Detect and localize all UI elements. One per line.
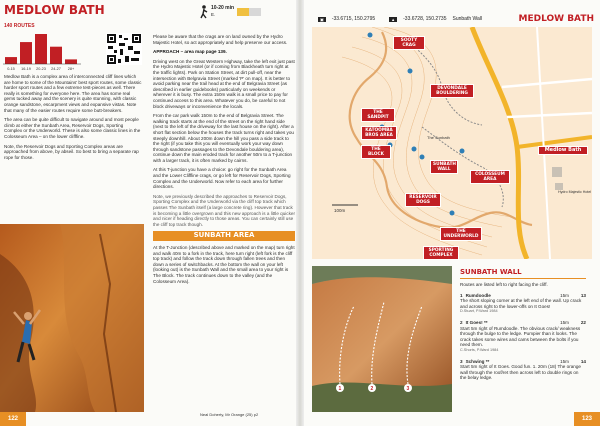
route-grade: 22 bbox=[580, 319, 586, 325]
histogram-bar bbox=[35, 34, 47, 64]
histogram-tick-label: 24-27 bbox=[51, 67, 61, 71]
route-grade: 14 bbox=[580, 358, 586, 364]
route-number: 2 bbox=[460, 319, 463, 325]
routes-count: 140 ROUTES bbox=[4, 23, 35, 29]
route-list bbox=[460, 293, 586, 381]
right-page bbox=[300, 0, 600, 426]
map-label-reservoir[interactable]: RESERVOIR DOGS bbox=[405, 193, 441, 207]
topo-route-marker: 1 bbox=[338, 386, 342, 392]
crag-icon: ▲ bbox=[391, 16, 396, 22]
sunbath-marker-label: The Sunbath bbox=[427, 135, 450, 140]
route-description: Start 5m right of Rumdoodle. The obvious crack/ weakness through the bulge to the ledge. Pumpier than it looks. The crack takes some wires and cams between the bolts if you need them. bbox=[460, 325, 581, 348]
approach-paragraph: From the car park walk 150m to the end of Belgravia Street. The walking track starts at the end of the street on the right hand side (next to the left of the driveway for the last house on the right). After a short flat section below the houses the track turns right and takes you steeply downhill. About 200m down the hill you pass a side track to the right (if you take this you will eventually work your way down through sandstone passages to the Devondale bouldering area), continue down the main eroded track for another 50m to a T-junction with a larger track, it is often marked by cairns. bbox=[153, 113, 294, 163]
walk-time: 10-20 min bbox=[211, 5, 235, 11]
page-number-left: 122 bbox=[0, 412, 26, 426]
wall-intro: Routes are listed left to right facing the cliff. bbox=[460, 282, 548, 287]
route-number: 1 bbox=[460, 292, 463, 298]
area-map bbox=[312, 27, 592, 259]
hydro-label: Hydro Majestic Hotel bbox=[558, 190, 592, 194]
coord-crag: -33.6728, 150.2735 bbox=[403, 16, 447, 22]
route-length: 15m bbox=[560, 292, 569, 298]
route-name: Rumdoodle bbox=[465, 292, 491, 298]
map-label-sunbath[interactable]: SUNBATH WALL bbox=[430, 160, 458, 174]
climber-photo bbox=[0, 224, 144, 412]
wall-heading: SUNBATH WALL bbox=[460, 268, 586, 279]
intro-text bbox=[4, 74, 142, 164]
photo-credit: Neal Doherty, Mr Orange (25) p2 bbox=[200, 412, 259, 417]
approach-paragraph: At this T-junction you have a choice: go right for the Sunbath Area and the Lower Cliffline crags, or go left for Reservoir Dogs, Sporting Complex and the Underworld. Now refer to each area for further directions. bbox=[153, 167, 291, 190]
route-entry bbox=[460, 293, 586, 315]
access-paragraph: Please be aware that the crags are on land owned by the Hydro Majestic Hotel, so act appropriately and help preserve our access. bbox=[153, 34, 288, 45]
approach-note: Note, we previously described the approaches to Reservoir Dogs, Sporting Complex and the Underworld via the cliff top track which passes The Sunbath itself (a large concrete ring). However that track is becoming a little overgrown and this new approach is a little quicker and nicer if heading directly to those areas. You can certainly still use the cliff top track though. bbox=[153, 193, 295, 227]
coord-parking: -33.6715, 150.2795 bbox=[331, 16, 376, 22]
map-label-devondale[interactable]: DEVONDALE BOULDERING bbox=[430, 84, 474, 98]
topo-route-marker: 2 bbox=[370, 386, 374, 392]
sun-rating-icon bbox=[237, 7, 261, 17]
route-grade: 13 bbox=[580, 292, 586, 298]
histogram-bar bbox=[65, 59, 77, 64]
route-name: Schwing ** bbox=[465, 358, 490, 364]
topo-photo bbox=[312, 266, 452, 412]
route-entry bbox=[460, 320, 586, 354]
histogram-bar bbox=[5, 57, 17, 64]
coord-crag-label: Sunbath Wall bbox=[452, 16, 483, 22]
map-label-block[interactable]: THE BLOCK bbox=[361, 145, 391, 159]
page-title-right: MEDLOW BATH bbox=[518, 14, 594, 24]
map-label-sporting[interactable]: SPORTING COMPLEX bbox=[423, 246, 459, 260]
map-label-sandpit[interactable]: THE SANDPIT bbox=[361, 108, 395, 122]
walk-info bbox=[199, 4, 269, 22]
map-label-katoomba[interactable]: KATOOMBA BROS AREA bbox=[361, 126, 397, 140]
histogram-bar bbox=[20, 42, 32, 64]
route-section bbox=[460, 268, 586, 381]
histogram-tick-label: 28+ bbox=[67, 67, 75, 71]
route-entry bbox=[460, 359, 586, 381]
car-icon: ▣ bbox=[320, 16, 324, 22]
sunbath-area-heading: SUNBATH AREA bbox=[153, 231, 295, 241]
histogram-tick-label: 0-15 bbox=[7, 67, 15, 71]
route-number: 3 bbox=[460, 358, 463, 364]
sunbath-paragraph: At the T-Junction (described above and marked on the map) turn right and walk 40m to a fork in the track, here turn right (left fork is the cliff top track) and follow the track down through fallen trees and then down a series of switchbacks. At the bottom the wall on your left (looking out) is the Sunbath Wall and the small area to your right is The Block. The track continues down to the valley (and the Colosseum Area). bbox=[153, 245, 295, 284]
scale-label: 100m bbox=[334, 208, 346, 213]
walk-sub: E. bbox=[211, 12, 216, 17]
page-title-left: MEDLOW BATH bbox=[4, 3, 105, 17]
route-name: It Goes! ** bbox=[465, 319, 488, 325]
intro-paragraph: Medlow Bath is a complex area of interconnected cliff lines which are home to some of the Mountains' best sport routes, some classic harder sport routes and a few extreme test-pieces as well. There really is something for everyone here. The area has some real gems tucked away and the scenery is quite stunning, with classic orange sandstone, escarpment views and expansive vistas. Note that many of the easier routes require some butt-breakers. bbox=[4, 74, 142, 113]
walker-icon bbox=[199, 5, 209, 19]
route-description: The short sloping corner at the left end of the wall. Up crack and across right to the lower-offs on It Goes! bbox=[460, 298, 582, 309]
topo-route-marker: 3 bbox=[406, 386, 410, 392]
approach-paragraph: Driving west on the Great Western Highway, take the left exit just past the Hydro Majestic Hotel (or if coming from Blackheath turn right at the traffic lights). Park on Station Street, at dirt pull-off, near the intersection with Belgravia Street (marked 'P' on map). It is better to avoid parking near the trail head at the end of Belgravia Street (as described in earlier guidebooks) particularly on weekends or wherever it is busy. The extra 150m walk is a small price to pay for continued access to this area. Whatever you do, be careful to not block driveways or inconvenience the locals. bbox=[153, 58, 295, 109]
histogram-bar bbox=[50, 47, 62, 64]
page-number-right: 123 bbox=[574, 412, 600, 426]
histogram-tick-label: 16-19 bbox=[21, 67, 31, 71]
route-fa: C.Shorts, P.Ward 1984 bbox=[460, 347, 499, 352]
route-fa: D.Stuart, P.Ward 1984 bbox=[460, 309, 498, 314]
intro-paragraph: Note, the Reservoir Dogs and Sporting Complex areas are approached from above, by abseil. So best to bring a separate rap rope for those. bbox=[4, 143, 139, 160]
approach-heading: APPROACH – area map page 139. bbox=[153, 49, 227, 55]
intro-paragraph: The area can be quite difficult to navigate around and most people climb at either the Sunbath Area, Reservoir Dogs, Sporting Complex or the Underworld. These is also some classic lines in the Colosseum Area – on the lower clifffine. bbox=[4, 117, 141, 139]
coordinates-bar bbox=[318, 16, 482, 22]
approach-text bbox=[153, 34, 295, 288]
qr-code[interactable] bbox=[106, 33, 142, 65]
route-length: 15m bbox=[560, 319, 569, 325]
route-length: 15m bbox=[560, 358, 569, 364]
map-label-sooty[interactable]: SOOTY CRAG bbox=[393, 36, 425, 50]
map-label-underworld[interactable]: THE UNDERWORLD bbox=[440, 227, 482, 241]
map-label-medlow[interactable]: Medlow Bath bbox=[538, 146, 588, 155]
route-description: Start 5m right of It Goes. Good fun. 1. 20m (18) The orange wall through the roof/ret then across left to double rings on the belay ledge. bbox=[460, 364, 581, 381]
histogram-tick-label: 20-23 bbox=[36, 67, 46, 71]
grade-histogram bbox=[3, 30, 81, 72]
map-label-colosseum[interactable]: COLOSSEUM AREA bbox=[470, 170, 510, 184]
